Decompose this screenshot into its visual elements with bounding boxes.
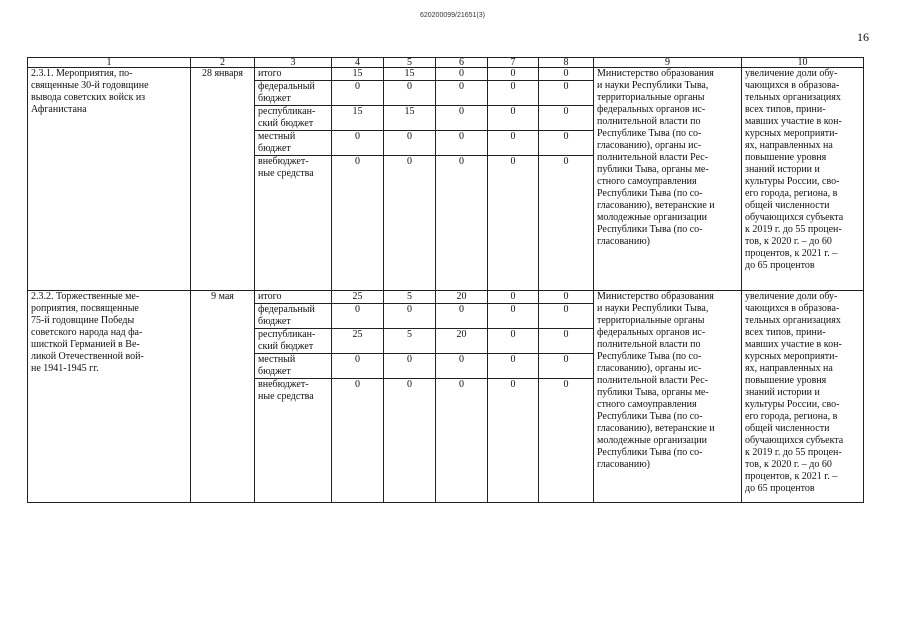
amount-cell: 0 bbox=[332, 354, 384, 379]
text-line: республикан- bbox=[258, 106, 316, 117]
text-lines bbox=[597, 291, 738, 471]
text-line: увеличение доли обу- bbox=[745, 68, 838, 79]
text-line: полнительной власти Рес- bbox=[597, 375, 709, 386]
text-line: публики Тыва, органы ме- bbox=[597, 164, 709, 175]
executors-cell bbox=[594, 291, 742, 503]
text-line: всех типов, прини- bbox=[745, 104, 826, 115]
amount-cell: 20 bbox=[436, 291, 488, 304]
text-lines bbox=[258, 131, 328, 155]
text-line: к 2019 г. до 55 процен- bbox=[745, 447, 842, 458]
text-line: и науки Республики Тыва, bbox=[597, 303, 709, 314]
text-line: итого bbox=[258, 291, 282, 302]
text-line: ях, направленных на bbox=[745, 363, 833, 374]
amount-cell: 0 bbox=[488, 304, 539, 329]
event-name-cell bbox=[28, 68, 191, 291]
text-lines bbox=[258, 156, 328, 180]
amount-cell: 0 bbox=[384, 354, 436, 379]
text-line: Республики Тыва (по со- bbox=[597, 447, 703, 458]
text-line: гласованию), органы ис- bbox=[597, 140, 702, 151]
text-line: общей численности bbox=[745, 200, 830, 211]
amount-cell: 5 bbox=[384, 329, 436, 354]
header-cell: 4 bbox=[332, 58, 384, 68]
event-name-cell bbox=[28, 291, 191, 503]
funding-source-cell bbox=[255, 106, 332, 131]
amount-cell: 0 bbox=[332, 379, 384, 503]
text-line: чающихся в образова- bbox=[745, 303, 840, 314]
text-line: чающихся в образова- bbox=[745, 80, 840, 91]
text-line: бюджет bbox=[258, 143, 291, 154]
amount-cell: 0 bbox=[436, 81, 488, 106]
text-line: внебюджет- bbox=[258, 156, 309, 167]
text-line: Афганистана bbox=[31, 104, 87, 115]
text-line: Республики Тыва (по со- bbox=[597, 411, 703, 422]
document-id: 620200099/21651(3) bbox=[419, 12, 485, 19]
text-line: процентов, к 2021 г. – bbox=[745, 471, 838, 482]
amount-cell: 0 bbox=[332, 156, 384, 291]
text-line: публики Тыва, органы ме- bbox=[597, 387, 709, 398]
text-line: мавших участие в кон- bbox=[745, 116, 842, 127]
text-line: священные 30-й годовщине bbox=[31, 80, 149, 91]
text-line: полнительной власти по bbox=[597, 339, 701, 350]
amount-cell: 0 bbox=[436, 131, 488, 156]
text-line: к 2019 г. до 55 процен- bbox=[745, 224, 842, 235]
text-line: федеральных органов ис- bbox=[597, 327, 706, 338]
text-line: гласованию) bbox=[597, 459, 650, 470]
amount-cell: 0 bbox=[539, 68, 594, 81]
amount-cell: 0 bbox=[488, 68, 539, 81]
funding-source-cell bbox=[255, 354, 332, 379]
text-line: ский бюджет bbox=[258, 118, 314, 129]
text-line: территориальные органы bbox=[597, 315, 705, 326]
text-line: до 65 процентов bbox=[745, 260, 815, 271]
text-line: стного самоуправления bbox=[597, 399, 697, 410]
amount-cell: 0 bbox=[539, 304, 594, 329]
amount-cell: 0 bbox=[488, 354, 539, 379]
text-line: и науки Республики Тыва, bbox=[597, 80, 709, 91]
amount-cell: 0 bbox=[384, 304, 436, 329]
text-line: итого bbox=[258, 68, 282, 79]
amount-cell: 0 bbox=[332, 81, 384, 106]
amount-cell: 0 bbox=[488, 106, 539, 131]
text-line: федеральный bbox=[258, 81, 315, 92]
text-lines bbox=[258, 106, 328, 130]
text-line: знаний истории и bbox=[745, 387, 820, 398]
text-line: Республике Тыва (по со- bbox=[597, 351, 702, 362]
text-lines bbox=[258, 304, 328, 328]
text-line: мавших участие в кон- bbox=[745, 339, 842, 350]
text-line: процентов, к 2021 г. – bbox=[745, 248, 838, 259]
amount-cell: 0 bbox=[539, 329, 594, 354]
amount-cell: 0 bbox=[384, 131, 436, 156]
amount-cell: 0 bbox=[539, 354, 594, 379]
funding-source-cell bbox=[255, 291, 332, 304]
text-line: знаний истории и bbox=[745, 164, 820, 175]
amount-cell: 0 bbox=[332, 131, 384, 156]
amount-cell: 25 bbox=[332, 329, 384, 354]
funding-source-cell bbox=[255, 131, 332, 156]
text-line: ях, направленных на bbox=[745, 140, 833, 151]
amount-cell: 0 bbox=[488, 81, 539, 106]
text-line: ные средства bbox=[258, 168, 314, 179]
amount-cell: 0 bbox=[384, 379, 436, 503]
text-lines bbox=[258, 68, 328, 80]
text-line: ский бюджет bbox=[258, 341, 314, 352]
header-cell: 3 bbox=[255, 58, 332, 68]
header-cell: 6 bbox=[436, 58, 488, 68]
amount-cell: 0 bbox=[539, 156, 594, 291]
text-line: молодежные организации bbox=[597, 435, 708, 446]
text-line: Министерство образования bbox=[597, 291, 714, 302]
text-line: советского народа над фа- bbox=[31, 327, 143, 338]
header-cell: 10 bbox=[742, 58, 864, 68]
amount-cell: 25 bbox=[332, 291, 384, 304]
text-lines bbox=[745, 291, 860, 495]
text-line: бюджет bbox=[258, 93, 291, 104]
text-line: гласованию), ветеранские и bbox=[597, 200, 715, 211]
text-line: местный bbox=[258, 354, 296, 365]
text-lines bbox=[31, 68, 187, 116]
plan-table bbox=[27, 57, 864, 503]
amount-cell: 0 bbox=[488, 131, 539, 156]
header-cell: 7 bbox=[488, 58, 539, 68]
header-cell: 8 bbox=[539, 58, 594, 68]
text-line: тов, к 2020 г. – до 60 bbox=[745, 459, 832, 470]
text-line: вывода советских войск из bbox=[31, 92, 146, 103]
text-line: курсных мероприяти- bbox=[745, 128, 838, 139]
text-line: повышение уровня bbox=[745, 375, 827, 386]
text-line: курсных мероприяти- bbox=[745, 351, 838, 362]
text-line: Республики Тыва (по со- bbox=[597, 224, 703, 235]
amount-cell: 0 bbox=[539, 131, 594, 156]
amount-cell: 0 bbox=[436, 68, 488, 81]
text-line: шисткой Германией в Ве- bbox=[31, 339, 140, 350]
amount-cell: 0 bbox=[384, 81, 436, 106]
text-line: общей численности bbox=[745, 423, 830, 434]
text-line: тельных организациях bbox=[745, 315, 841, 326]
text-line: бюджет bbox=[258, 316, 291, 327]
amount-cell: 0 bbox=[539, 81, 594, 106]
amount-cell: 15 bbox=[384, 68, 436, 81]
text-line: 75-й годовщине Победы bbox=[31, 315, 135, 326]
text-line: 2.3.2. Торжественные ме- bbox=[31, 291, 140, 302]
text-lines bbox=[258, 291, 328, 303]
text-line: до 65 процентов bbox=[745, 483, 815, 494]
text-lines bbox=[258, 354, 328, 378]
amount-cell: 0 bbox=[488, 156, 539, 291]
text-line: обучающихся субъекта bbox=[745, 212, 844, 223]
amount-cell: 15 bbox=[332, 106, 384, 131]
text-line: федеральных органов ис- bbox=[597, 104, 706, 115]
text-line: полнительной власти по bbox=[597, 116, 701, 127]
text-line: республикан- bbox=[258, 329, 316, 340]
text-line: роприятия, посвященные bbox=[31, 303, 139, 314]
text-line: тельных организациях bbox=[745, 92, 841, 103]
header-cell: 1 bbox=[28, 58, 191, 68]
text-line: тов, к 2020 г. – до 60 bbox=[745, 236, 832, 247]
table-row bbox=[28, 291, 864, 304]
text-line: его города, региона, в bbox=[745, 188, 838, 199]
text-line: обучающихся субъекта bbox=[745, 435, 844, 446]
funding-source-cell bbox=[255, 156, 332, 291]
text-lines bbox=[31, 291, 187, 375]
text-line: культуры России, сво- bbox=[745, 399, 840, 410]
text-line: гласованию) bbox=[597, 236, 650, 247]
text-line: 2.3.1. Мероприятия, по- bbox=[31, 68, 133, 79]
header-row bbox=[28, 58, 864, 68]
text-line: повышение уровня bbox=[745, 152, 827, 163]
amount-cell: 0 bbox=[384, 156, 436, 291]
text-lines bbox=[258, 329, 328, 353]
amount-cell: 0 bbox=[436, 106, 488, 131]
amount-cell: 15 bbox=[384, 106, 436, 131]
amount-cell: 0 bbox=[332, 304, 384, 329]
text-lines bbox=[745, 68, 860, 272]
funding-source-cell bbox=[255, 304, 332, 329]
text-line: федеральный bbox=[258, 304, 315, 315]
header-cell: 2 bbox=[191, 58, 255, 68]
funding-source-cell bbox=[255, 329, 332, 354]
text-line: полнительной власти Рес- bbox=[597, 152, 709, 163]
amount-cell: 0 bbox=[436, 304, 488, 329]
text-line: Министерство образования bbox=[597, 68, 714, 79]
funding-source-cell bbox=[255, 68, 332, 81]
event-date-cell: 28 января bbox=[191, 68, 255, 291]
text-line: молодежные организации bbox=[597, 212, 708, 223]
page-number: 16 bbox=[857, 30, 869, 44]
amount-cell: 0 bbox=[436, 156, 488, 291]
expected-result-cell bbox=[742, 291, 864, 503]
funding-source-cell bbox=[255, 81, 332, 106]
table-row bbox=[28, 68, 864, 81]
text-line: не 1941-1945 гг. bbox=[31, 363, 99, 374]
executors-cell bbox=[594, 68, 742, 291]
funding-source-cell bbox=[255, 379, 332, 503]
amount-cell: 0 bbox=[436, 379, 488, 503]
text-line: местный bbox=[258, 131, 296, 142]
text-line: Республики Тыва (по со- bbox=[597, 188, 703, 199]
text-line: Республике Тыва (по со- bbox=[597, 128, 702, 139]
text-line: его города, региона, в bbox=[745, 411, 838, 422]
text-line: территориальные органы bbox=[597, 92, 705, 103]
amount-cell: 0 bbox=[488, 379, 539, 503]
amount-cell: 20 bbox=[436, 329, 488, 354]
text-line: культуры России, сво- bbox=[745, 176, 840, 187]
text-lines bbox=[258, 379, 328, 403]
amount-cell: 5 bbox=[384, 291, 436, 304]
text-lines bbox=[597, 68, 738, 248]
amount-cell: 0 bbox=[488, 291, 539, 304]
text-line: бюджет bbox=[258, 366, 291, 377]
text-line: ликой Отечественной вой- bbox=[31, 351, 144, 362]
event-date-cell: 9 мая bbox=[191, 291, 255, 503]
text-line: гласованию), органы ис- bbox=[597, 363, 702, 374]
text-line: стного самоуправления bbox=[597, 176, 697, 187]
text-line: увеличение доли обу- bbox=[745, 291, 838, 302]
amount-cell: 0 bbox=[539, 379, 594, 503]
text-line: ные средства bbox=[258, 391, 314, 402]
text-line: внебюджет- bbox=[258, 379, 309, 390]
amount-cell: 0 bbox=[488, 329, 539, 354]
header-cell: 5 bbox=[384, 58, 436, 68]
amount-cell: 0 bbox=[539, 106, 594, 131]
amount-cell: 0 bbox=[539, 291, 594, 304]
text-line: гласованию), ветеранские и bbox=[597, 423, 715, 434]
amount-cell: 15 bbox=[332, 68, 384, 81]
text-lines bbox=[258, 81, 328, 105]
text-line: всех типов, прини- bbox=[745, 327, 826, 338]
header-cell: 9 bbox=[594, 58, 742, 68]
expected-result-cell bbox=[742, 68, 864, 291]
amount-cell: 0 bbox=[436, 354, 488, 379]
